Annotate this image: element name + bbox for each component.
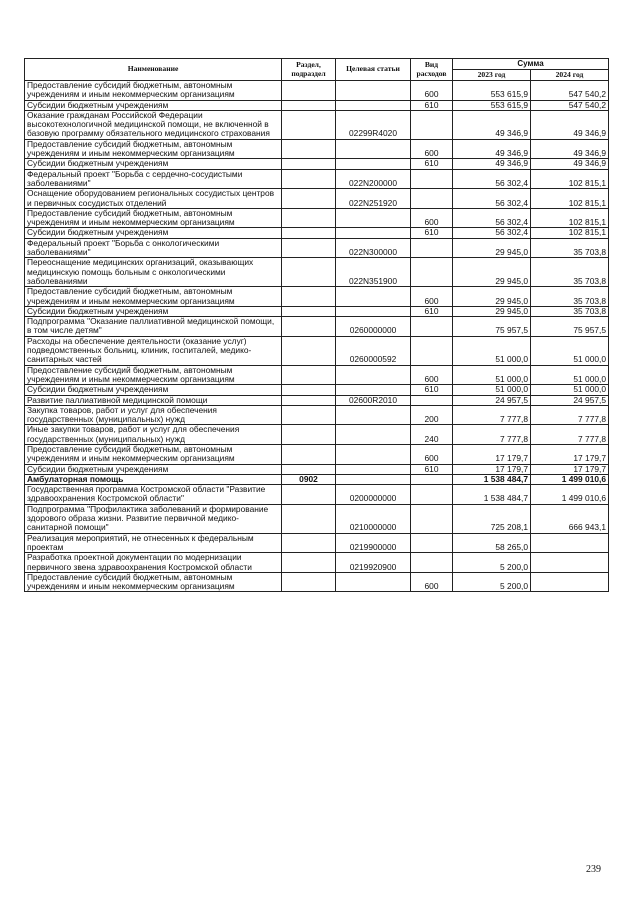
- row-2024-cell: 49 346,9: [531, 139, 609, 159]
- row-section-cell: [282, 287, 336, 307]
- header-year-2024: 2024 год: [531, 70, 609, 81]
- row-vid-cell: [411, 395, 453, 405]
- row-section-cell: [282, 336, 336, 365]
- header-section: Раздел, подраздел: [282, 59, 336, 81]
- row-2023-cell: 56 302,4: [453, 208, 531, 228]
- row-target-cell: [336, 385, 411, 395]
- row-2023-cell: 56 302,4: [453, 228, 531, 238]
- row-section-cell: [282, 139, 336, 159]
- row-section-cell: [282, 228, 336, 238]
- row-2023-cell: 56 302,4: [453, 169, 531, 189]
- row-section-cell: [282, 159, 336, 169]
- row-target-cell: [336, 405, 411, 425]
- row-target-cell: [336, 228, 411, 238]
- row-section-cell: [282, 533, 336, 553]
- row-2023-cell: 1 538 484,7: [453, 474, 531, 484]
- table-row: [25, 425, 609, 445]
- row-2024-cell: 666 943,1: [531, 504, 609, 533]
- row-target-cell: 0200000000: [336, 485, 411, 505]
- row-name-cell: Развитие паллиативной медицинской помощи: [25, 395, 282, 405]
- header-name: Наименование: [25, 59, 282, 81]
- row-target-cell: 02299R4020: [336, 110, 411, 139]
- row-section-cell: [282, 306, 336, 316]
- row-2024-cell: 7 777,8: [531, 425, 609, 445]
- row-2023-cell: 7 777,8: [453, 405, 531, 425]
- row-name-cell: Субсидии бюджетным учреждениям: [25, 228, 282, 238]
- row-name-cell: Разработка проектной документации по модернизации первичного звена здравоохранения Костромской области: [25, 553, 282, 573]
- row-2024-cell: 102 815,1: [531, 228, 609, 238]
- row-2023-cell: 7 777,8: [453, 425, 531, 445]
- row-vid-cell: 600: [411, 287, 453, 307]
- table-body: [25, 81, 609, 592]
- table-row: [25, 533, 609, 553]
- row-target-cell: [336, 474, 411, 484]
- row-2024-cell: 102 815,1: [531, 208, 609, 228]
- row-name-cell: Оснащение оборудованием региональных сосудистых центров и первичных сосудистых отделений: [25, 189, 282, 209]
- row-name-cell: Расходы на обеспечение деятельности (оказание услуг) подведомственных больниц, клиник, госпиталей, медико-санитарных частей: [25, 336, 282, 365]
- row-target-cell: [336, 159, 411, 169]
- row-vid-cell: 600: [411, 365, 453, 385]
- row-section-cell: [282, 81, 336, 101]
- row-section-cell: [282, 385, 336, 395]
- row-2023-cell: 24 957,5: [453, 395, 531, 405]
- row-2024-cell: 51 000,0: [531, 336, 609, 365]
- row-vid-cell: 600: [411, 81, 453, 101]
- row-target-cell: [336, 444, 411, 464]
- row-target-cell: 022N351900: [336, 258, 411, 287]
- row-vid-cell: [411, 189, 453, 209]
- row-2024-cell: 35 703,8: [531, 306, 609, 316]
- table-row: [25, 336, 609, 365]
- table-row: [25, 208, 609, 228]
- row-section-cell: [282, 100, 336, 110]
- row-vid-cell: [411, 110, 453, 139]
- row-section-cell: [282, 444, 336, 464]
- row-target-cell: [336, 306, 411, 316]
- row-2023-cell: 49 346,9: [453, 159, 531, 169]
- row-2024-cell: 35 703,8: [531, 238, 609, 258]
- row-2024-cell: 547 540,2: [531, 81, 609, 101]
- table-row: [25, 139, 609, 159]
- row-2024-cell: 75 957,5: [531, 317, 609, 337]
- row-vid-cell: [411, 485, 453, 505]
- row-2024-cell: 102 815,1: [531, 169, 609, 189]
- row-section-cell: [282, 464, 336, 474]
- row-target-cell: [336, 425, 411, 445]
- table-row: [25, 189, 609, 209]
- row-2024-cell: 17 179,7: [531, 444, 609, 464]
- row-name-cell: Предоставление субсидий бюджетным, автономным учреждениям и иным некоммерческим организациям: [25, 287, 282, 307]
- budget-table: [24, 58, 609, 592]
- header-target: Целевая статьи: [336, 59, 411, 81]
- row-2024-cell: 51 000,0: [531, 385, 609, 395]
- row-vid-cell: [411, 169, 453, 189]
- row-name-cell: Субсидии бюджетным учреждениям: [25, 385, 282, 395]
- row-name-cell: Федеральный проект "Борьба с сердечно-сосудистыми заболеваниями": [25, 169, 282, 189]
- row-target-cell: 0219900000: [336, 533, 411, 553]
- row-section-cell: [282, 238, 336, 258]
- row-target-cell: 02600R2010: [336, 395, 411, 405]
- row-2023-cell: 5 200,0: [453, 553, 531, 573]
- table-row: [25, 306, 609, 316]
- table-row: [25, 405, 609, 425]
- row-name-cell: Государственная программа Костромской области "Развитие здравоохранения Костромской области": [25, 485, 282, 505]
- row-vid-cell: [411, 238, 453, 258]
- table-row: [25, 385, 609, 395]
- row-section-cell: [282, 553, 336, 573]
- row-target-cell: [336, 365, 411, 385]
- row-name-cell: Субсидии бюджетным учреждениям: [25, 100, 282, 110]
- row-section-cell: [282, 365, 336, 385]
- row-section-cell: [282, 189, 336, 209]
- table-row: [25, 110, 609, 139]
- header-year-2023: 2023 год: [453, 70, 531, 81]
- row-section-cell: [282, 405, 336, 425]
- row-target-cell: 022N251920: [336, 189, 411, 209]
- row-vid-cell: [411, 474, 453, 484]
- row-2023-cell: 51 000,0: [453, 336, 531, 365]
- row-2024-cell: 1 499 010,6: [531, 474, 609, 484]
- table-row: [25, 485, 609, 505]
- row-section-cell: [282, 317, 336, 337]
- row-2023-cell: 1 538 484,7: [453, 485, 531, 505]
- row-2024-cell: 49 346,9: [531, 159, 609, 169]
- row-vid-cell: 610: [411, 228, 453, 238]
- row-name-cell: Предоставление субсидий бюджетным, автономным учреждениям и иным некоммерческим организациям: [25, 444, 282, 464]
- row-2023-cell: 553 615,9: [453, 100, 531, 110]
- row-2024-cell: [531, 572, 609, 592]
- row-2023-cell: 29 945,0: [453, 238, 531, 258]
- row-vid-cell: 610: [411, 385, 453, 395]
- row-section-cell: [282, 425, 336, 445]
- row-target-cell: 0210000000: [336, 504, 411, 533]
- row-section-cell: [282, 110, 336, 139]
- row-2024-cell: 35 703,8: [531, 287, 609, 307]
- table-row: [25, 504, 609, 533]
- row-section-cell: [282, 208, 336, 228]
- row-2023-cell: 29 945,0: [453, 287, 531, 307]
- row-name-cell: Предоставление субсидий бюджетным, автономным учреждениям и иным некоммерческим организациям: [25, 208, 282, 228]
- row-2023-cell: 49 346,9: [453, 110, 531, 139]
- table-row: [25, 238, 609, 258]
- row-target-cell: [336, 139, 411, 159]
- row-target-cell: 022N200000: [336, 169, 411, 189]
- table-row: [25, 553, 609, 573]
- table-row: [25, 287, 609, 307]
- row-target-cell: [336, 464, 411, 474]
- row-2023-cell: 49 346,9: [453, 139, 531, 159]
- row-vid-cell: 610: [411, 306, 453, 316]
- row-2024-cell: 7 777,8: [531, 405, 609, 425]
- row-2023-cell: 17 179,7: [453, 464, 531, 474]
- budget-sheet: [24, 58, 608, 592]
- table-row: [25, 258, 609, 287]
- row-vid-cell: [411, 553, 453, 573]
- row-name-cell: Предоставление субсидий бюджетным, автономным учреждениям и иным некоммерческим организациям: [25, 139, 282, 159]
- row-name-cell: Субсидии бюджетным учреждениям: [25, 159, 282, 169]
- row-2023-cell: 17 179,7: [453, 444, 531, 464]
- row-vid-cell: [411, 533, 453, 553]
- table-header: [25, 59, 609, 81]
- row-2024-cell: 17 179,7: [531, 464, 609, 474]
- row-vid-cell: 600: [411, 139, 453, 159]
- header-sum: Сумма: [453, 59, 609, 70]
- table-row: [25, 474, 609, 484]
- row-2023-cell: 51 000,0: [453, 385, 531, 395]
- row-section-cell: [282, 504, 336, 533]
- row-vid-cell: 610: [411, 464, 453, 474]
- row-2023-cell: 51 000,0: [453, 365, 531, 385]
- table-row: [25, 169, 609, 189]
- row-target-cell: 022N300000: [336, 238, 411, 258]
- row-section-cell: [282, 258, 336, 287]
- row-target-cell: [336, 287, 411, 307]
- row-name-cell: Предоставление субсидий бюджетным, автономным учреждениям и иным некоммерческим организациям: [25, 81, 282, 101]
- row-target-cell: 0260000000: [336, 317, 411, 337]
- table-row: [25, 159, 609, 169]
- table-row: [25, 365, 609, 385]
- row-name-cell: Закупка товаров, работ и услуг для обеспечения государственных (муниципальных) нужд: [25, 405, 282, 425]
- row-2024-cell: 35 703,8: [531, 258, 609, 287]
- table-row: [25, 317, 609, 337]
- row-2024-cell: 51 000,0: [531, 365, 609, 385]
- row-2023-cell: 29 945,0: [453, 306, 531, 316]
- row-name-cell: Предоставление субсидий бюджетным, автономным учреждениям и иным некоммерческим организациям: [25, 365, 282, 385]
- row-vid-cell: 240: [411, 425, 453, 445]
- row-vid-cell: 610: [411, 159, 453, 169]
- row-name-cell: Амбулаторная помощь: [25, 474, 282, 484]
- row-name-cell: Предоставление субсидий бюджетным, автономным учреждениям и иным некоммерческим организациям: [25, 572, 282, 592]
- row-name-cell: Субсидии бюджетным учреждениям: [25, 306, 282, 316]
- row-2023-cell: 29 945,0: [453, 258, 531, 287]
- row-target-cell: [336, 81, 411, 101]
- row-section-cell: 0902: [282, 474, 336, 484]
- row-target-cell: [336, 100, 411, 110]
- row-2024-cell: 24 957,5: [531, 395, 609, 405]
- row-section-cell: [282, 395, 336, 405]
- table-row: [25, 228, 609, 238]
- row-name-cell: Подпрограмма "Профилактика заболеваний и формирование здорового образа жизни. Развитие первичной медико-санитарной помощи": [25, 504, 282, 533]
- row-name-cell: Оказание гражданам Российской Федерации высокотехнологичной медицинской помощи, не включенной в базовую программу обязательного медицинского страхования: [25, 110, 282, 139]
- header-vid: Вид расходов: [411, 59, 453, 81]
- row-vid-cell: 600: [411, 208, 453, 228]
- row-2023-cell: 75 957,5: [453, 317, 531, 337]
- row-vid-cell: 200: [411, 405, 453, 425]
- row-vid-cell: [411, 336, 453, 365]
- row-target-cell: [336, 572, 411, 592]
- row-vid-cell: [411, 258, 453, 287]
- row-vid-cell: [411, 504, 453, 533]
- row-2023-cell: 553 615,9: [453, 81, 531, 101]
- row-vid-cell: [411, 317, 453, 337]
- row-2023-cell: 58 265,0: [453, 533, 531, 553]
- table-row: [25, 81, 609, 101]
- row-2023-cell: 725 208,1: [453, 504, 531, 533]
- row-target-cell: 0219920900: [336, 553, 411, 573]
- row-name-cell: Субсидии бюджетным учреждениям: [25, 464, 282, 474]
- table-row: [25, 100, 609, 110]
- page-number: 239: [586, 864, 601, 875]
- row-section-cell: [282, 485, 336, 505]
- row-2024-cell: [531, 533, 609, 553]
- row-name-cell: Подпрограмма "Оказание паллиативной медицинской помощи, в том числе детям": [25, 317, 282, 337]
- row-target-cell: [336, 208, 411, 228]
- row-name-cell: Переоснащение медицинских организаций, оказывающих медицинскую помощь больным с онкологическими заболеваниями: [25, 258, 282, 287]
- table-row: [25, 444, 609, 464]
- row-name-cell: Иные закупки товаров, работ и услуг для обеспечения государственных (муниципальных) нужд: [25, 425, 282, 445]
- row-vid-cell: 600: [411, 444, 453, 464]
- row-2024-cell: 547 540,2: [531, 100, 609, 110]
- row-vid-cell: 610: [411, 100, 453, 110]
- row-2024-cell: 102 815,1: [531, 189, 609, 209]
- row-vid-cell: 600: [411, 572, 453, 592]
- row-2023-cell: 56 302,4: [453, 189, 531, 209]
- row-2024-cell: 1 499 010,6: [531, 485, 609, 505]
- row-2024-cell: [531, 553, 609, 573]
- row-name-cell: Реализация мероприятий, не отнесенных к федеральным проектам: [25, 533, 282, 553]
- table-row: [25, 395, 609, 405]
- row-section-cell: [282, 169, 336, 189]
- row-name-cell: Федеральный проект "Борьба с онкологическими заболеваниями": [25, 238, 282, 258]
- row-target-cell: 0260000592: [336, 336, 411, 365]
- row-2023-cell: 5 200,0: [453, 572, 531, 592]
- table-row: [25, 572, 609, 592]
- row-2024-cell: 49 346,9: [531, 110, 609, 139]
- table-row: [25, 464, 609, 474]
- row-section-cell: [282, 572, 336, 592]
